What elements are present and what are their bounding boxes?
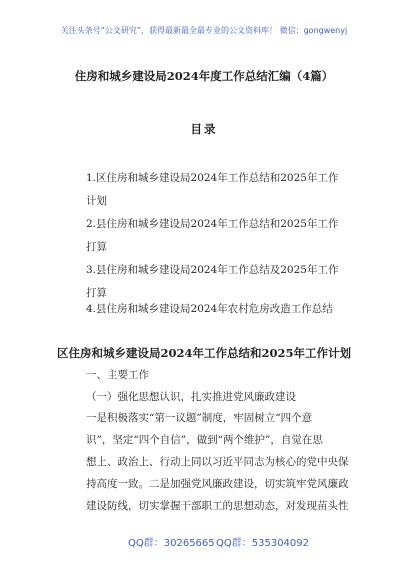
footer-qq-group-left: QQ群：30265665 [128, 538, 215, 549]
section-title: 区住房和城乡建设局2024年工作总结和2025年工作计划 [56, 346, 351, 360]
subsection-heading-1: （一）强化思想认识，扎实推进党风廉政建设 [86, 391, 296, 403]
footer-qq-group-right: QQ群：535304092 [216, 538, 310, 549]
toc-item-1-continued: 计划 [86, 195, 107, 207]
toc-item-2: 2.县住房和城乡建设局2024年工作总结和2025年工作 [86, 218, 339, 230]
toc-item-4: 4.县住房和城乡建设局2024年农村危房改造工作总结 [86, 303, 333, 315]
toc-heading: 目录 [190, 122, 218, 136]
paragraph-line: 持高度一致。二是加强党风廉政建设，切实筑牢党风廉政 [86, 478, 349, 490]
header-banner: 关注头条号“公文研究”，获得最新最全最专业的公文资料库！ 微信：gongwenyj [60, 26, 348, 35]
paragraph-line: 想上、政治上、行动上同以习近平同志为核心的党中央保 [86, 456, 349, 468]
section-heading-1: 一、主要工作 [86, 369, 149, 381]
paragraph-line: 一是积极落实“第一议题”制度，牢固树立“四个意 [86, 412, 313, 424]
toc-item-1: 1.区住房和城乡建设局2024年工作总结和2025年工作 [86, 172, 339, 184]
paragraph-line: 建设防线，切实掌握干部职工的思想动态，对发现苗头性 [86, 500, 349, 512]
toc-item-3: 3.县住房和城乡建设局2024年工作总结及2025年工作 [86, 264, 339, 276]
paragraph-line: 识”，坚定“四个自信”，做到“两个维护”，自觉在思 [86, 434, 323, 446]
toc-item-2-continued: 打算 [86, 241, 107, 253]
toc-item-3-continued: 打算 [86, 287, 107, 299]
document-title: 住房和城乡建设局2024年度工作总结汇编（4篇） [74, 69, 334, 83]
